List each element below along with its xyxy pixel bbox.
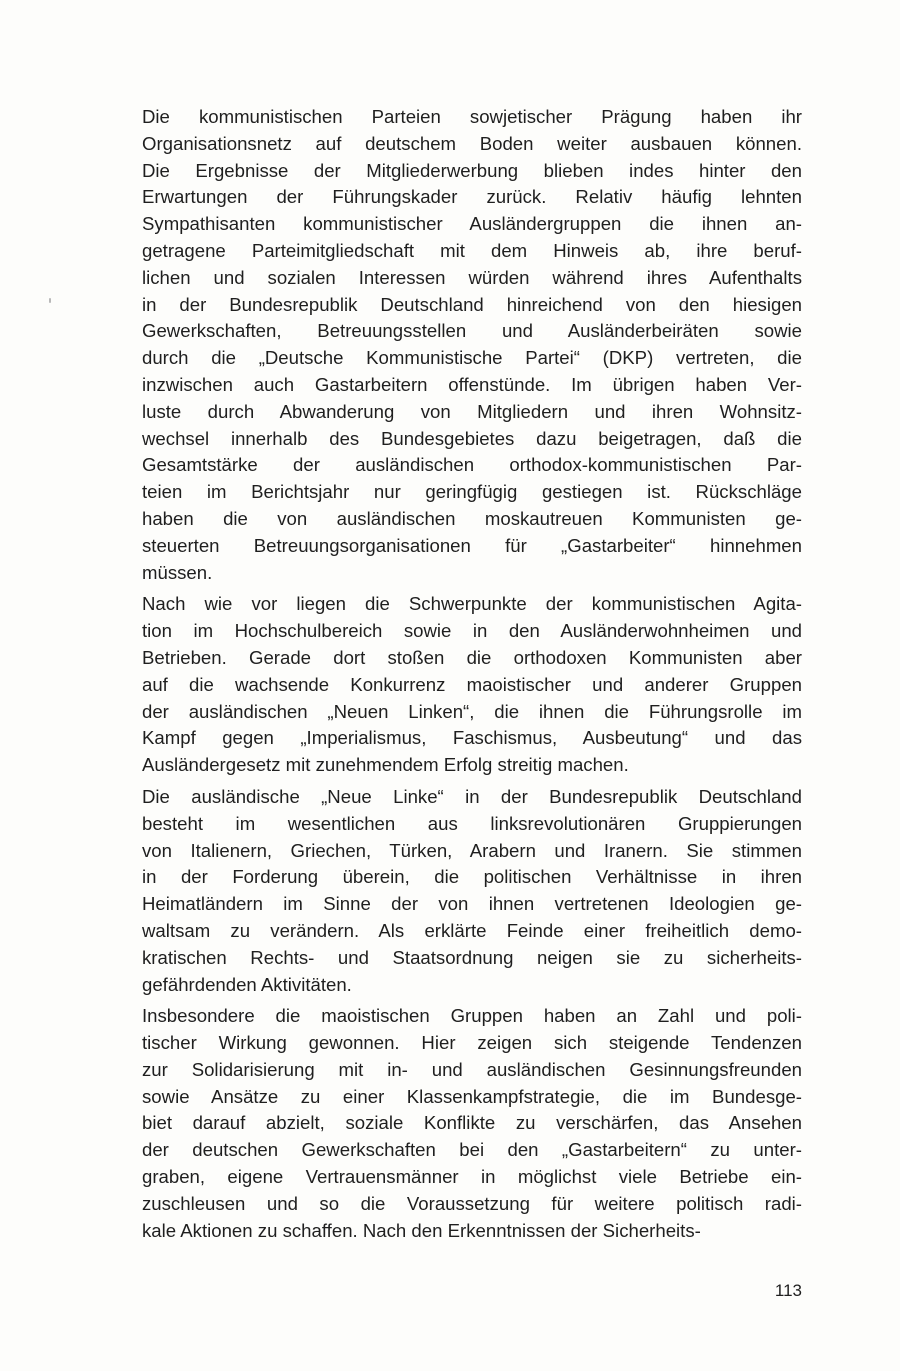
text-line: in der Forderung überein, die politischen Verhältnisse in ihren <box>142 866 802 888</box>
text-line: gefährdenden Aktivitäten. <box>142 973 352 995</box>
text-line: Gesamtstärke der ausländischen orthodox-kommunistischen Par- <box>142 454 802 476</box>
text-line: müssen. <box>142 561 213 583</box>
text-line: Die kommunistischen Parteien sowjetischer Prägung haben ihr <box>142 106 802 127</box>
text-line: lichen und sozialen Interessen würden während ihres Aufenthalts <box>142 266 802 288</box>
text-line: waltsam zu verändern. Als erklärte Feinde einer freiheitlich demo- <box>142 919 802 941</box>
text-line: besteht im wesentlichen aus linksrevolutionären Gruppierungen <box>142 812 802 834</box>
text-line: sowie Ansätze zu einer Klassenkampfstrategie, die im Bundesge- <box>142 1085 802 1107</box>
scan-speck <box>49 298 51 303</box>
text-line: Nach wie vor liegen die Schwerpunkte der kommunistischen Agita- <box>142 593 802 615</box>
text-line: Die Ergebnisse der Mitgliederwerbung blieben indes hinter den <box>142 159 802 181</box>
paragraph <box>142 1003 802 1244</box>
text-line: der deutschen Gewerkschaften bei den „Gastarbeitern“ zu unter- <box>142 1139 802 1161</box>
text-line: wechsel innerhalb des Bundesgebietes dazu beigetragen, daß die <box>142 427 802 449</box>
text-line: der ausländischen „Neuen Linken“, die ihnen die Führungsrolle im <box>142 700 802 722</box>
text-line: biet darauf abzielt, soziale Konflikte zu verschärfen, das Ansehen <box>142 1112 802 1134</box>
text-line: Sympathisanten kommunistischer Ausländergruppen die ihnen an- <box>142 213 802 235</box>
text-line: inzwischen auch Gastarbeitern offenstünde. Im übrigen haben Ver- <box>142 373 802 395</box>
text-line: Betrieben. Gerade dort stoßen die orthodoxen Kommunisten aber <box>142 646 802 668</box>
page-number: 113 <box>774 1281 802 1300</box>
text-line: durch die „Deutsche Kommunistische Partei“ (DKP) vertreten, die <box>142 347 802 369</box>
text-line: Die ausländische „Neue Linke“ in der Bundesrepublik Deutschland <box>142 785 802 807</box>
text-line: von Italienern, Griechen, Türken, Arabern und Iranern. Sie stimmen <box>142 839 802 861</box>
paragraph <box>142 104 802 586</box>
text-line: in der Bundesrepublik Deutschland hinreichend von den hiesigen <box>142 293 802 315</box>
text-line: Ausländergesetz mit zunehmendem Erfolg streitig machen. <box>142 754 629 776</box>
text-line: Organisationsnetz auf deutschem Boden weiter ausbauen können. <box>142 132 802 154</box>
text-line: luste durch Abwanderung von Mitgliedern und ihren Wohnsitz- <box>142 400 802 422</box>
paragraph <box>142 784 802 998</box>
text-line: Gewerkschaften, Betreuungsstellen und Ausländerbeiräten sowie <box>142 320 802 342</box>
text-line: steuerten Betreuungsorganisationen für „Gastarbeiter“ hinnehmen <box>142 534 802 556</box>
text-line: getragene Parteimitgliedschaft mit dem Hinweis ab, ihre beruf- <box>142 239 802 261</box>
text-line: auf die wachsende Konkurrenz maoistischer und anderer Gruppen <box>142 673 802 695</box>
paragraph <box>142 591 802 779</box>
text-line: teien im Berichtsjahr nur geringfügig gestiegen ist. Rückschläge <box>142 481 802 503</box>
text-line: Kampf gegen „Imperialismus, Faschismus, Ausbeutung“ und das <box>142 727 802 749</box>
text-line: tion im Hochschulbereich sowie in den Ausländerwohnheimen und <box>142 620 802 642</box>
text-line: zur Solidarisierung mit in- und ausländischen Gesinnungsfreunden <box>142 1058 802 1080</box>
body-text <box>142 104 802 1244</box>
text-line: Erwartungen der Führungskader zurück. Relativ häufig lehnten <box>142 186 802 208</box>
text-line: graben, eigene Vertrauensmänner in möglichst viele Betriebe ein- <box>142 1166 802 1188</box>
text-line: haben die von ausländischen moskautreuen Kommunisten ge- <box>142 507 802 529</box>
text-line: Heimatländern im Sinne der von ihnen vertretenen Ideologien ge- <box>142 893 802 915</box>
text-line: Insbesondere die maoistischen Gruppen haben an Zahl und poli- <box>142 1005 802 1027</box>
text-line: zuschleusen und so die Voraussetzung für weitere politisch radi- <box>142 1192 802 1214</box>
text-line: tischer Wirkung gewonnen. Hier zeigen sich steigende Tendenzen <box>142 1032 802 1054</box>
text-line: kale Aktionen zu schaffen. Nach den Erkenntnissen der Sicherheits- <box>142 1219 701 1241</box>
text-line: kratischen Rechts- und Staatsordnung neigen sie zu sicherheits- <box>142 946 802 968</box>
